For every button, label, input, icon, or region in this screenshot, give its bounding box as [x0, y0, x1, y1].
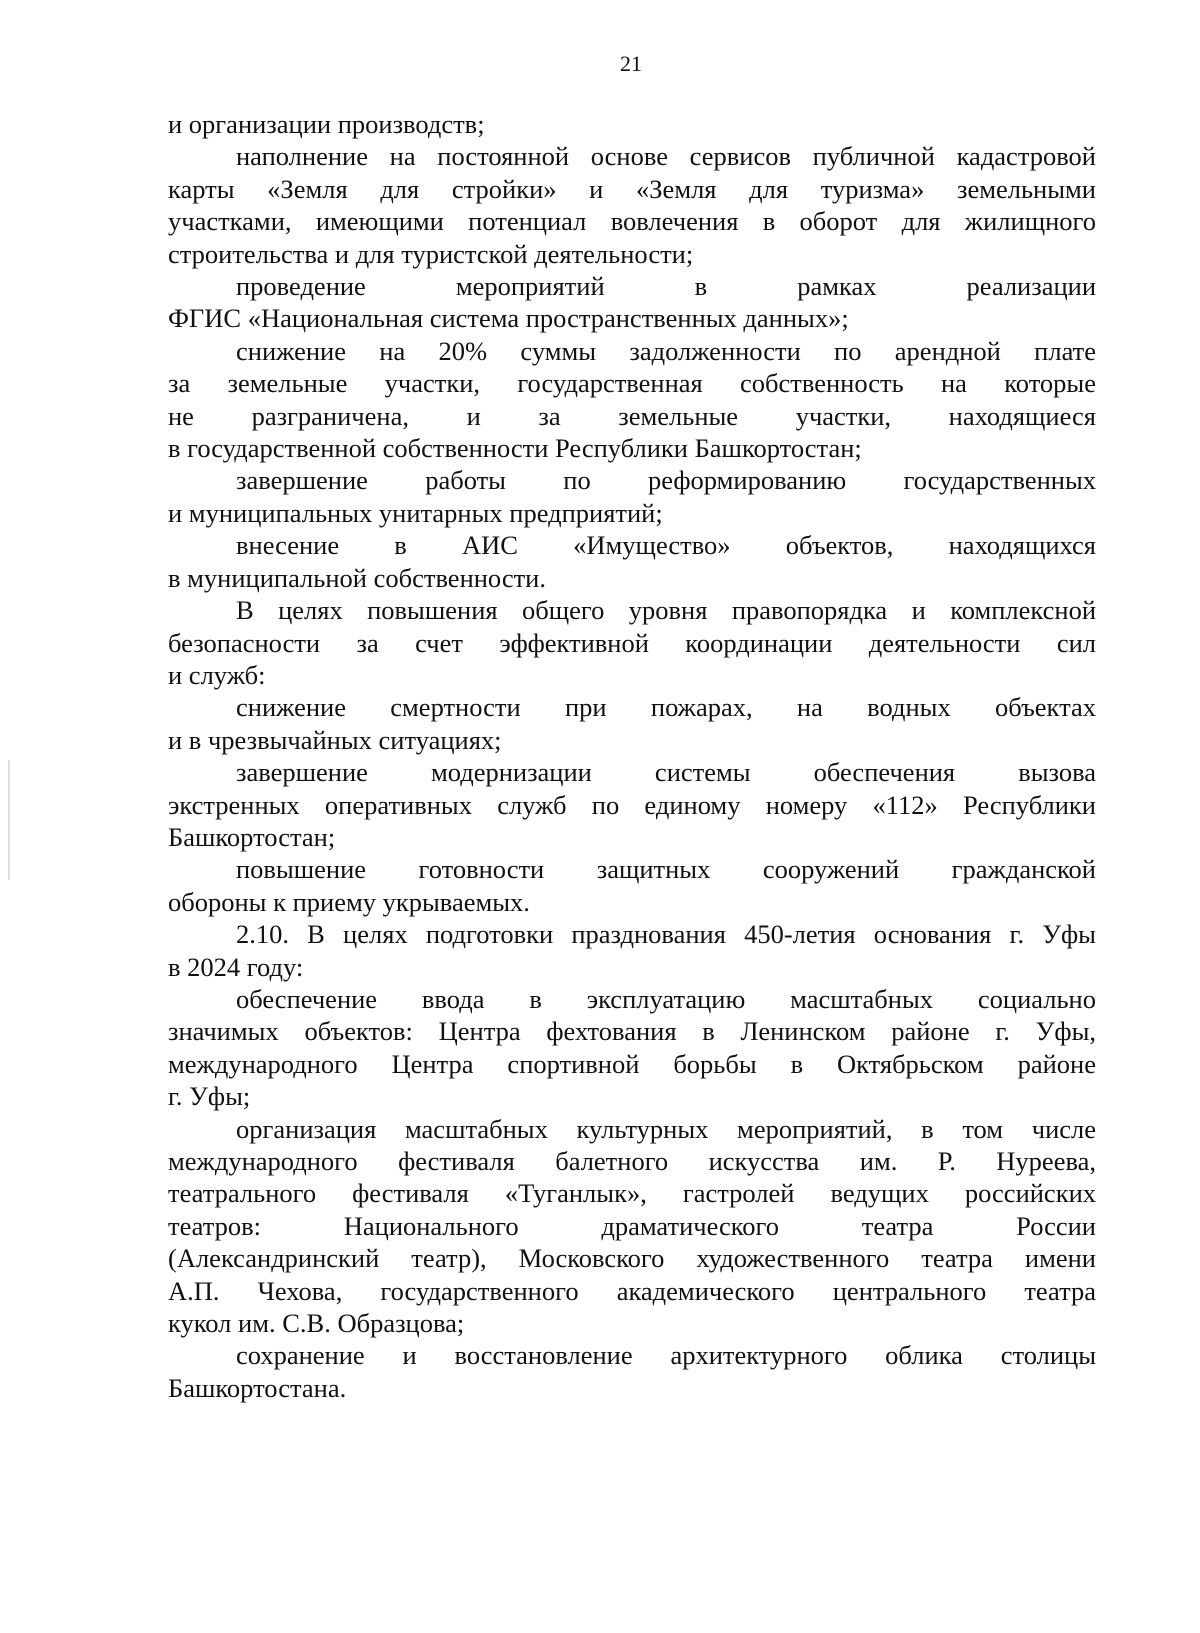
text-line: обеспечение ввода в эксплуатацию масштабных социально: [236, 983, 1096, 1014]
text-line: безопасности за счет эффективной координации деятельности сил: [168, 627, 1096, 658]
body-text: [168, 108, 1096, 1404]
text-line: экстренных оперативных служб по единому номеру «112» Республики: [168, 789, 1096, 820]
text-line: карты «Земля для стройки» и «Земля для туризма» земельными: [168, 173, 1096, 204]
text-line: в государственной собственности Республики Башкортостан;: [168, 433, 862, 464]
text-line: не разграничена, и за земельные участки, находящиеся: [168, 400, 1096, 431]
text-line: строительства и для туристской деятельности;: [168, 238, 694, 269]
text-line: и в чрезвычайных ситуациях;: [168, 724, 502, 755]
text-line: Башкортостан;: [168, 821, 336, 852]
text-line: А.П. Чехова, государственного академического центрального театра: [168, 1275, 1096, 1306]
text-line: значимых объектов: Центра фехтования в Ленинском районе г. Уфы,: [168, 1016, 1096, 1047]
text-line: участками, имеющими потенциал вовлечения в оборот для жилищного: [168, 206, 1096, 237]
text-line: в муниципальной собственности.: [168, 562, 546, 593]
text-line: внесение в АИС «Имущество» объектов, находящихся: [236, 530, 1096, 561]
text-line: снижение смертности при пожарах, на водных объектах: [236, 692, 1096, 723]
text-line: наполнение на постоянной основе сервисов публичной кадастровой: [236, 141, 1096, 172]
text-line: завершение работы по реформированию государственных: [236, 465, 1096, 496]
text-line: сохранение и восстановление архитектурного облика столицы: [236, 1340, 1096, 1371]
text-line: снижение на 20% суммы задолженности по арендной плате: [236, 335, 1096, 366]
text-line: В целях повышения общего уровня правопорядка и комплексной: [236, 595, 1096, 626]
text-line: международного фестиваля балетного искусства им. Р. Нуреева,: [168, 1146, 1096, 1176]
text-line: кукол им. С.В. Образцова;: [168, 1308, 465, 1339]
text-line: проведение мероприятий в рамках реализации: [236, 271, 1096, 302]
text-line: (Александринский театр), Московского художественного театра имени: [168, 1243, 1096, 1274]
text-line: 2.10. В целях подготовки празднования 450-летия основания г. Уфы: [236, 919, 1096, 950]
text-line: завершение модернизации системы обеспечения вызова: [236, 757, 1096, 788]
text-line: г. Уфы;: [168, 1081, 251, 1112]
text-line: обороны к приему укрываемых.: [168, 886, 530, 917]
page-number: 21: [620, 51, 642, 76]
text-line: Башкортостана.: [168, 1372, 347, 1403]
text-line: и муниципальных унитарных предприятий;: [168, 497, 663, 528]
scan-artifact: [8, 760, 10, 880]
text-line: театров: Национального драматического театра России: [168, 1210, 1096, 1241]
text-line: международного Центра спортивной борьбы в Октябрьском районе: [168, 1048, 1096, 1079]
text-line: повышение готовности защитных сооружений гражданской: [236, 854, 1096, 885]
text-line: театрального фестиваля «Туганлык», гастролей ведущих российских: [168, 1178, 1096, 1209]
text-line: организация масштабных культурных мероприятий, в том числе: [236, 1113, 1096, 1144]
text-line: и организации производств;: [168, 109, 485, 139]
text-line: ФГИС «Национальная система пространственных данных»;: [168, 303, 849, 334]
text-line: за земельные участки, государственная собственность на которые: [168, 368, 1096, 399]
text-line: в 2024 году:: [168, 951, 304, 982]
text-line: и служб:: [168, 659, 266, 690]
